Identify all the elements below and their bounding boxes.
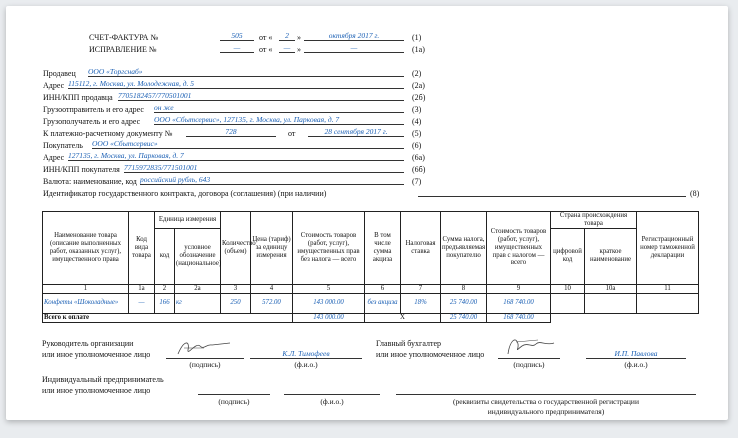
col-header-vat: Сумма налога, предъявляемая покупателю: [441, 212, 487, 285]
col-num: 4: [251, 284, 293, 293]
code-1: (1): [412, 33, 422, 42]
ip-label-2: или иное уполномоченное лицо: [42, 386, 151, 395]
seller-address-label: Адрес: [43, 81, 65, 90]
shipper-label: Грузоотправитель и его адрес: [43, 105, 144, 114]
row-customs: [637, 293, 699, 313]
col-header-unit-name: условное обозначение (национальное): [175, 228, 221, 284]
col-header-cost-vat: Стоимость товаров (работ, услуг), имущественных прав с налогом — всего: [487, 212, 551, 285]
correction-day: —: [279, 43, 295, 53]
correction-from-label: от «: [259, 45, 273, 54]
col-header-country-name: краткое наименование: [585, 228, 637, 284]
row-unit-code: 166: [155, 293, 175, 313]
total-label: Всего к оплате: [43, 313, 293, 322]
col-num: 5: [293, 284, 365, 293]
buyer-value: ООО «Сбытсервис»: [92, 139, 404, 149]
row-price: 572.00: [251, 293, 293, 313]
ip-requisites-line: [396, 382, 696, 395]
code-2: (2): [412, 69, 422, 78]
seller-address-value: 115112, г. Москва, ул. Молодежная, д. 5: [68, 79, 404, 89]
row-name: Конфеты «Шоколадные»: [43, 293, 129, 313]
row-cost-vat: 168 740.00: [487, 293, 551, 313]
col-num: 6: [365, 284, 401, 293]
col-header-unit-code: код: [155, 228, 175, 284]
head-name-caption: (ф.и.о.): [294, 360, 318, 369]
ip-requisites-caption-2: индивидуального предпринимателя): [487, 407, 605, 416]
accountant-name-caption: (ф.и.о.): [624, 360, 648, 369]
total-row: [43, 313, 699, 322]
row-country-code: [551, 293, 585, 313]
col-header-type-code: Код вида товара: [129, 212, 155, 285]
total-empty: [551, 313, 699, 322]
ip-signature-line: [198, 382, 270, 395]
col-header-price: Цена (тариф) за единицу измерения: [251, 212, 293, 285]
row-vat: 25 740.00: [441, 293, 487, 313]
payment-doc-number: 728: [186, 127, 276, 137]
payment-doc-label: К платежно-расчетному документу №: [43, 129, 173, 138]
col-num: 3: [221, 284, 251, 293]
contract-id-line: [418, 187, 686, 197]
consignee-label: Грузополучатель и его адрес: [43, 117, 141, 126]
correction-title: ИСПРАВЛЕНИЕ №: [89, 45, 157, 54]
col-num: 2: [155, 284, 175, 293]
invoice-from-label: от «: [259, 33, 273, 42]
correction-date: —: [304, 43, 404, 53]
col-num: 7: [401, 284, 441, 293]
col-header-customs: Регистрационный номер таможенной декларации: [637, 212, 699, 285]
col-header-country: Страна происхождения товара: [551, 212, 637, 229]
head-label-1: Руководитель организации: [42, 339, 134, 348]
code-5: (5): [412, 129, 422, 138]
head-signature-icon: [174, 336, 234, 360]
code-8: (8): [690, 189, 700, 198]
invoice-month-year: октября 2017 г.: [304, 31, 404, 41]
col-header-excise: В том числе сумма акциза: [365, 212, 401, 285]
buyer-label: Покупатель: [43, 141, 83, 150]
head-label-2: или иное уполномоченное лицо: [42, 350, 151, 359]
col-num: 10: [551, 284, 585, 293]
col-num: 9: [487, 284, 551, 293]
goods-table: [42, 211, 699, 323]
invoice-title: СЧЕТ-ФАКТУРА №: [89, 33, 159, 42]
ip-signature-caption: (подпись): [218, 397, 250, 406]
ip-name-line: [284, 382, 380, 395]
buyer-address-value: 127135, г. Москва, ул. Парковая, д. 7: [68, 151, 404, 161]
code-1a: (1а): [412, 45, 425, 54]
col-num: 11: [637, 284, 699, 293]
col-header-unit: Единица измерения: [155, 212, 221, 229]
buyer-inn-label: ИНН/КПП покупателя: [43, 165, 120, 174]
column-numbers-row: [43, 284, 699, 293]
head-signature-caption: (подпись): [189, 360, 221, 369]
col-header-country-code: цифровой код: [551, 228, 585, 284]
code-3: (3): [412, 105, 422, 114]
col-header-qty: Количество (объем): [221, 212, 251, 285]
seller-value: ООО «Торгснаб»: [88, 67, 404, 77]
invoice-day-close: »: [297, 33, 301, 42]
buyer-address-label: Адрес: [43, 153, 65, 162]
code-6b: (6б): [412, 165, 426, 174]
table-row: [43, 293, 699, 313]
head-name: К.Л. Тимофеев: [250, 349, 362, 359]
seller-inn-value: 7705182457/770501001: [118, 91, 404, 101]
code-4: (4): [412, 117, 422, 126]
accountant-label: Главный бухгалтер: [376, 339, 441, 348]
col-num: 10а: [585, 284, 637, 293]
consignee-value: ООО «Сбытсервис», 127135, г. Москва, ул. Парковая, д. 7: [154, 115, 404, 125]
total-cost-vat: 168 740.00: [487, 313, 551, 322]
ip-label-1: Индивидуальный предприниматель: [42, 375, 164, 384]
code-2a: (2а): [412, 81, 425, 90]
shipper-value: он же: [154, 103, 404, 113]
code-6a: (6а): [412, 153, 425, 162]
seller-label: Продавец: [43, 69, 76, 78]
row-unit-name: кг: [175, 293, 221, 313]
col-num: 2а: [175, 284, 221, 293]
row-rate: 18%: [401, 293, 441, 313]
correction-number: —: [220, 43, 254, 53]
invoice-number: 505: [220, 31, 254, 41]
correction-day-close: »: [297, 45, 301, 54]
buyer-inn-value: 7715972835/771501001: [124, 163, 404, 173]
row-qty: 250: [221, 293, 251, 313]
row-country-name: [585, 293, 637, 313]
invoice-day: 2: [279, 31, 295, 41]
col-num: 8: [441, 284, 487, 293]
total-cost-novat: 143 000.00: [293, 313, 365, 322]
accountant-signature-icon: [502, 334, 558, 360]
col-header-rate: Налоговая ставка: [401, 212, 441, 285]
currency-label: Валюта: наименование, код: [43, 177, 137, 186]
total-x: X: [365, 313, 441, 322]
code-7: (7): [412, 177, 422, 186]
col-num: 1а: [129, 284, 155, 293]
ip-requisites-caption-1: (реквизиты свидетельства о государственной регистрации: [453, 397, 639, 406]
total-vat: 25 740.00: [441, 313, 487, 322]
code-6: (6): [412, 141, 422, 150]
col-num: 1: [43, 284, 129, 293]
accountant-label-2: или иное уполномоченное лицо: [376, 350, 485, 359]
ip-name-caption: (ф.и.о.): [320, 397, 344, 406]
payment-doc-from: от: [288, 129, 296, 138]
code-2b: (2б): [412, 93, 426, 102]
payment-doc-date: 28 сентября 2017 г.: [308, 127, 404, 137]
currency-value: российский рубль, 643: [140, 175, 404, 185]
accountant-name: И.П. Павлова: [586, 349, 686, 359]
invoice-sheet: [6, 6, 728, 420]
contract-id-label: Идентификатор государственного контракта, договора (соглашения) (при наличии): [43, 189, 327, 198]
row-type-code: —: [129, 293, 155, 313]
col-header-name: Наименование товара (описание выполненных работ, оказанных услуг), имущественного права: [43, 212, 129, 285]
seller-inn-label: ИНН/КПП продавца: [43, 93, 113, 102]
row-cost-novat: 143 000.00: [293, 293, 365, 313]
col-header-cost-novat: Стоимость товаров (работ, услуг), имущественных прав без налога — всего: [293, 212, 365, 285]
accountant-signature-caption: (подпись): [513, 360, 545, 369]
row-excise: без акциза: [365, 293, 401, 313]
